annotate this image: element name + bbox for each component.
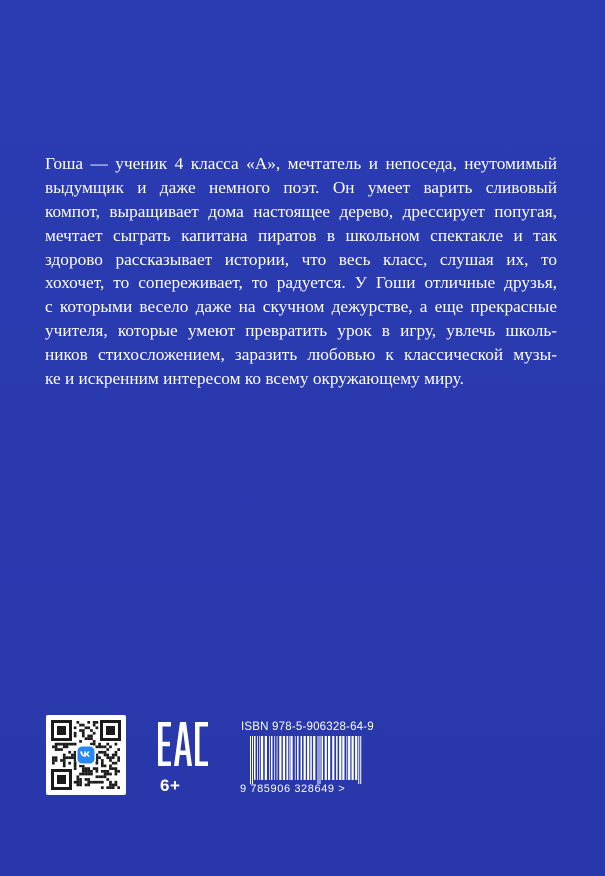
annotation-line: выдумщик и даже немного поэт. Он умеет варить сливовый: [45, 177, 557, 197]
annotation-line: хохочет, то сопереживает, то радуется. У Гоши отличные друзья,: [45, 273, 557, 293]
annotation-line: ке и искренним интересом ко всему окружающему миру.: [45, 369, 464, 389]
annotation-line: мечтает сыграть капитана пиратов в школьном спектакле и так: [45, 225, 557, 245]
isbn-label: ISBN 978-5-906328-64-9: [241, 721, 374, 733]
annotation-line: с которыми весело даже на скучном дежурстве, а еще прекрасные: [45, 297, 557, 317]
book-annotation: [45, 152, 557, 391]
age-rating: 6+: [160, 776, 181, 795]
annotation-line: здорово рассказывает истории, что весь класс, слушая их, то: [45, 249, 557, 269]
qr-code-image: [46, 715, 126, 795]
annotation-line: ников стихосложением, заразить любовью к классической музы-: [45, 345, 557, 365]
eac-certification-icon: [157, 718, 209, 770]
vk-logo-icon: [76, 745, 96, 765]
barcode-digits: 9 785906 328649 >: [240, 783, 346, 795]
annotation-line: компот, выращивает дома настоящее дерево, дрессирует попугая,: [45, 201, 557, 221]
qr-code[interactable]: [46, 715, 126, 795]
annotation-line: учителя, которые умеют превратить урок в игру, увлечь школь-: [45, 321, 557, 341]
annotation-line: Гоша — ученик 4 класса «А», мечтатель и непоседа, неутомимый: [45, 154, 557, 173]
